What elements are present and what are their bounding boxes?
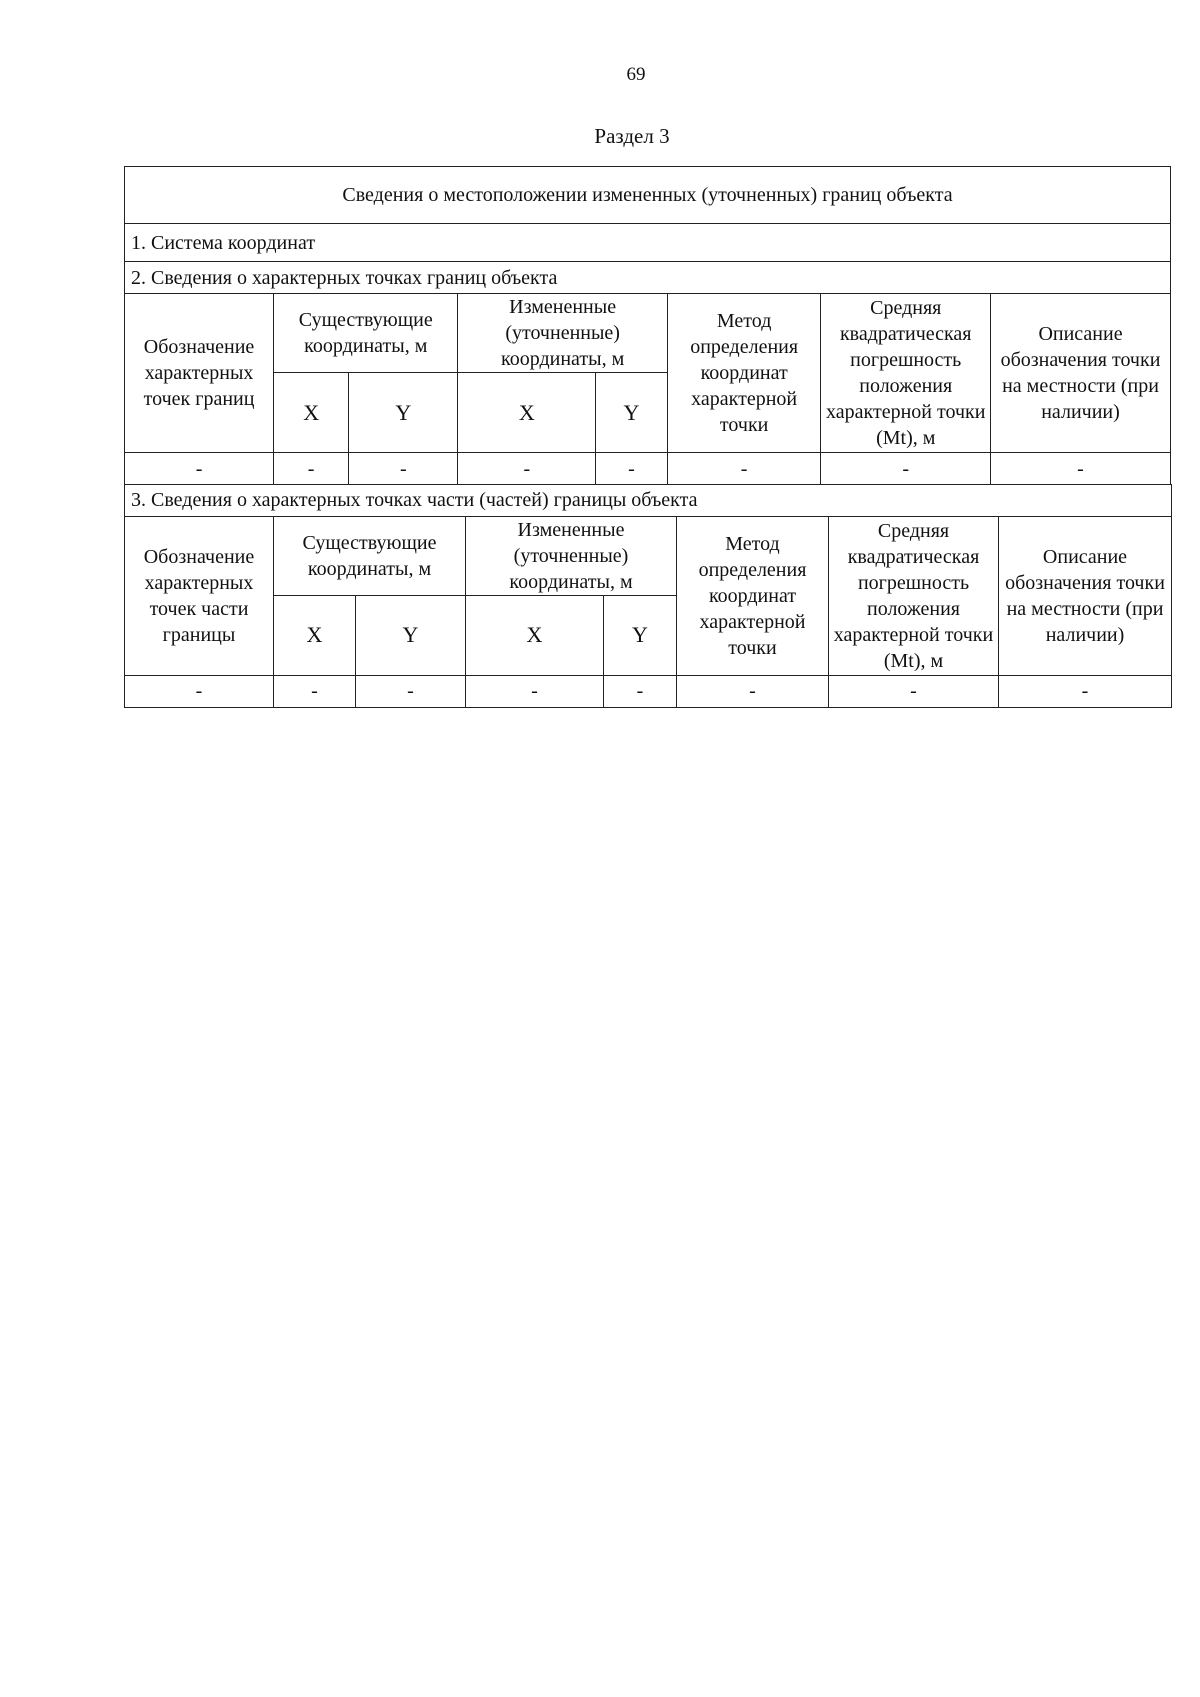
boundary-table	[124, 166, 1171, 708]
table-cell: -	[991, 453, 1171, 485]
part2-col-designation: Обозначение характерных точек границ	[125, 294, 274, 453]
part3-col-error: Средняя квадратическая погрешность положения характерной точки (Mt), м	[829, 516, 999, 675]
part3-changed-x: X	[466, 595, 604, 675]
table-cell: -	[356, 675, 466, 707]
part2-col-existing: Существующие координаты, м	[274, 294, 458, 373]
table-cell: -	[125, 453, 274, 485]
table-cell: -	[821, 453, 991, 485]
part2-changed-y: Y	[596, 373, 668, 453]
table-row	[125, 675, 1172, 707]
part2-col-error: Средняя квадратическая погрешность положения характерной точки (Mt), м	[821, 294, 991, 453]
part3-existing-y: Y	[356, 595, 466, 675]
table-cell: -	[677, 675, 829, 707]
table-cell: -	[458, 453, 596, 485]
part2-existing-y: Y	[349, 373, 458, 453]
part3-col-description: Описание обозначения точки на местности (при наличии)	[999, 516, 1172, 675]
table-cell: -	[349, 453, 458, 485]
coordinate-system-row: 1. Система координат	[125, 224, 1171, 262]
section-title: Раздел 3	[594, 124, 670, 148]
page-number: 69	[626, 64, 646, 85]
part2-col-description: Описание обозначения точки на местности (при наличии)	[991, 294, 1171, 453]
table-cell: -	[274, 453, 349, 485]
part2-col-method: Метод определения координат характерной точки	[667, 294, 821, 453]
table-cell: -	[999, 675, 1172, 707]
part3-changed-y: Y	[604, 595, 677, 675]
table-cell: -	[125, 675, 274, 707]
part3-col-designation: Обозначение характерных точек части границы	[125, 516, 274, 675]
part2-col-changed: Измененные (уточненные) координаты, м	[458, 294, 667, 373]
table-title: Сведения о местоположении измененных (уточненных) границ объекта	[125, 167, 1171, 224]
part2-changed-x: X	[458, 373, 596, 453]
table-cell: -	[274, 675, 356, 707]
table-cell: -	[466, 675, 604, 707]
table-cell: -	[667, 453, 821, 485]
part2-existing-x: X	[274, 373, 349, 453]
table-cell: -	[596, 453, 668, 485]
table-row	[125, 453, 1171, 485]
part3-col-method: Метод определения координат характерной точки	[677, 516, 829, 675]
part3-col-existing: Существующие координаты, м	[274, 516, 466, 595]
table-cell: -	[604, 675, 677, 707]
part3-col-changed: Измененные (уточненные) координаты, м	[466, 516, 677, 595]
part3-heading: 3. Сведения о характерных точках части (частей) границы объекта	[125, 484, 1172, 516]
part3-existing-x: X	[274, 595, 356, 675]
part2-heading: 2. Сведения о характерных точках границ объекта	[125, 262, 1171, 294]
table-cell: -	[829, 675, 999, 707]
